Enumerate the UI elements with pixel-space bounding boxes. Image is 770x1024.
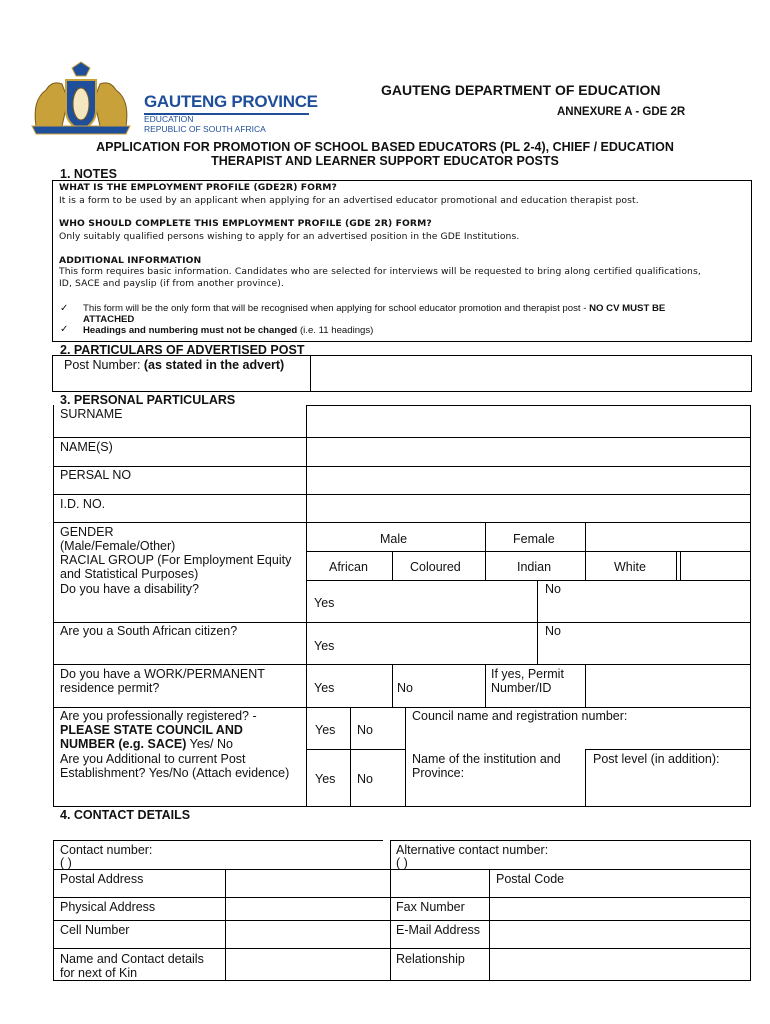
race-african[interactable]: African (329, 560, 368, 574)
contact-number-paren[interactable]: ( ) (60, 856, 72, 870)
notes-q1: WHAT IS THE EMPLOYMENT PROFILE (GDE2R) FORM? (59, 182, 337, 193)
notes-a2: Only suitably qualified persons wishing to apply for an advertised position in the GDE Institutions. (59, 231, 520, 242)
registered-label-1: Are you professionally registered? - (60, 709, 257, 723)
post-number-input[interactable] (311, 356, 751, 391)
cell-label: Cell Number (60, 923, 130, 937)
gender-male[interactable]: Male (380, 532, 408, 546)
additional-yes[interactable]: Yes (315, 772, 336, 786)
institution-label-1: Name of the institution and (412, 752, 561, 766)
relationship-input[interactable] (490, 949, 750, 980)
permit-if-yes-2: Number/ID (491, 681, 552, 695)
registered-yes[interactable]: Yes (315, 723, 336, 737)
gender-label-1: GENDER (60, 525, 114, 539)
disability-yes[interactable]: Yes (314, 596, 335, 610)
coat-of-arms-icon (22, 60, 140, 138)
names-input[interactable] (307, 438, 750, 466)
postal-address-label: Postal Address (60, 872, 144, 886)
persal-label: PERSAL NO (60, 468, 132, 482)
race-indian[interactable]: Indian (517, 560, 552, 574)
permit-number-input[interactable] (586, 665, 750, 707)
alt-contact-label: Alternative contact number: (396, 843, 549, 857)
council-label: Council name and registration number: (412, 709, 628, 723)
notes-bullet1 (83, 303, 665, 314)
surname-label: SURNAME (60, 407, 123, 421)
next-of-kin-label-1: Name and Contact details (60, 952, 204, 966)
permit-label-2: residence permit? (60, 681, 160, 695)
persal-input[interactable] (307, 467, 750, 494)
postal-code-label: Postal Code (496, 872, 565, 886)
personal-heading: 3. PERSONAL PARTICULARS (60, 393, 236, 407)
notes-bullet1-text: This form will be the only form that will be recognised when applying for school educator promotion and therapist post - (83, 303, 587, 314)
registered-label-3: NUMBER (e.g. SACE) Yes/ No (60, 737, 233, 751)
racial-label-1: RACIAL GROUP (For Employment Equity (60, 553, 292, 567)
permit-label-1: Do you have a WORK/PERMANENT (60, 667, 265, 681)
additional-no[interactable]: No (357, 772, 373, 786)
post-level-label: Post level (in addition): (593, 752, 720, 766)
logo-name: GAUTENG PROVINCE (144, 92, 318, 111)
permit-no[interactable]: No (397, 681, 413, 695)
id-input[interactable] (307, 495, 750, 522)
alt-contact-paren[interactable]: ( ) (396, 856, 408, 870)
physical-address-label: Physical Address (60, 900, 156, 914)
racial-label-2: and Statistical Purposes) (60, 567, 199, 581)
surname-input[interactable] (307, 406, 750, 437)
registered-no[interactable]: No (357, 723, 373, 737)
council-input[interactable] (406, 724, 750, 748)
contact-heading: 4. CONTACT DETAILS (60, 808, 191, 822)
gender-female[interactable]: Female (513, 532, 555, 546)
email-input[interactable] (490, 921, 750, 948)
email-label: E-Mail Address (396, 923, 481, 937)
additional-label-2: Establishment? Yes/No (Attach evidence) (60, 766, 290, 780)
check-icon: ✓ (60, 303, 69, 314)
race-coloured[interactable]: Coloured (410, 560, 461, 574)
post-number-label: Post Number: (as stated in the advert) (64, 358, 285, 372)
disability-no[interactable]: No (545, 582, 561, 596)
notes-q2: WHO SHOULD COMPLETE THIS EMPLOYMENT PROFILE (GDE 2R) FORM? (59, 218, 432, 229)
names-label: NAME(S) (60, 440, 113, 454)
additional-label-1: Are you Additional to current Post (60, 752, 246, 766)
notes-bullet1-bold2: ATTACHED (83, 314, 135, 325)
citizen-label: Are you a South African citizen? (60, 624, 238, 638)
advertised-post-heading: 2. PARTICULARS OF ADVERTISED POST (60, 343, 305, 357)
citizen-yes[interactable]: Yes (314, 639, 335, 653)
contact-number-label: Contact number: (60, 843, 153, 857)
fax-input[interactable] (490, 898, 750, 920)
notes-a3-line1: This form requires basic information. Candidates who are selected for interviews will be requested to bring along certified qualifications, (59, 266, 701, 277)
notes-bullet1-bold: NO CV MUST BE (589, 303, 666, 314)
registered-label-2: PLEASE STATE COUNCIL AND (60, 723, 243, 737)
postal-address-input[interactable] (226, 870, 489, 897)
gender-label-2: (Male/Female/Other) (60, 539, 176, 553)
disability-label: Do you have a disability? (60, 582, 199, 596)
logo-line2: REPUBLIC OF SOUTH AFRICA (144, 124, 266, 134)
permit-if-yes-1: If yes, Permit (491, 667, 564, 681)
race-white[interactable]: White (614, 560, 646, 574)
citizen-no[interactable]: No (545, 624, 561, 638)
form-title-line2: THERAPIST AND LEARNER SUPPORT EDUCATOR POSTS (211, 154, 559, 168)
logo-line1: EDUCATION (144, 114, 194, 124)
permit-yes[interactable]: Yes (314, 681, 335, 695)
notes-heading: 1. NOTES (60, 167, 117, 181)
next-of-kin-input[interactable] (226, 949, 389, 980)
page-title: GAUTENG DEPARTMENT OF EDUCATION (381, 82, 661, 98)
institution-label-2: Province: (412, 766, 465, 780)
check-icon: ✓ (60, 324, 69, 335)
next-of-kin-label-2: for next of Kin (60, 966, 138, 980)
notes-bullet2-bold: Headings and numbering must not be changed (83, 325, 298, 336)
form-title-line1: APPLICATION FOR PROMOTION OF SCHOOL BASED EDUCATORS (PL 2-4), CHIEF / EDUCATION (96, 140, 674, 154)
relationship-label: Relationship (396, 952, 465, 966)
cell-input[interactable] (226, 921, 389, 948)
notes-bullet2-text: (i.e. 11 headings) (299, 325, 374, 336)
fax-label: Fax Number (396, 900, 465, 914)
annexure-label: ANNEXURE A - GDE 2R (557, 106, 686, 118)
id-label: I.D. NO. (60, 497, 106, 511)
notes-a3-line2: ID, SACE and payslip (if from another province). (59, 278, 284, 289)
notes-a1: It is a form to be used by an applicant when applying for an advertised educator promotional and education therapist post. (59, 195, 639, 206)
notes-q3: ADDITIONAL INFORMATION (59, 255, 202, 266)
physical-address-input[interactable] (226, 898, 389, 920)
notes-bullet2 (83, 325, 373, 336)
